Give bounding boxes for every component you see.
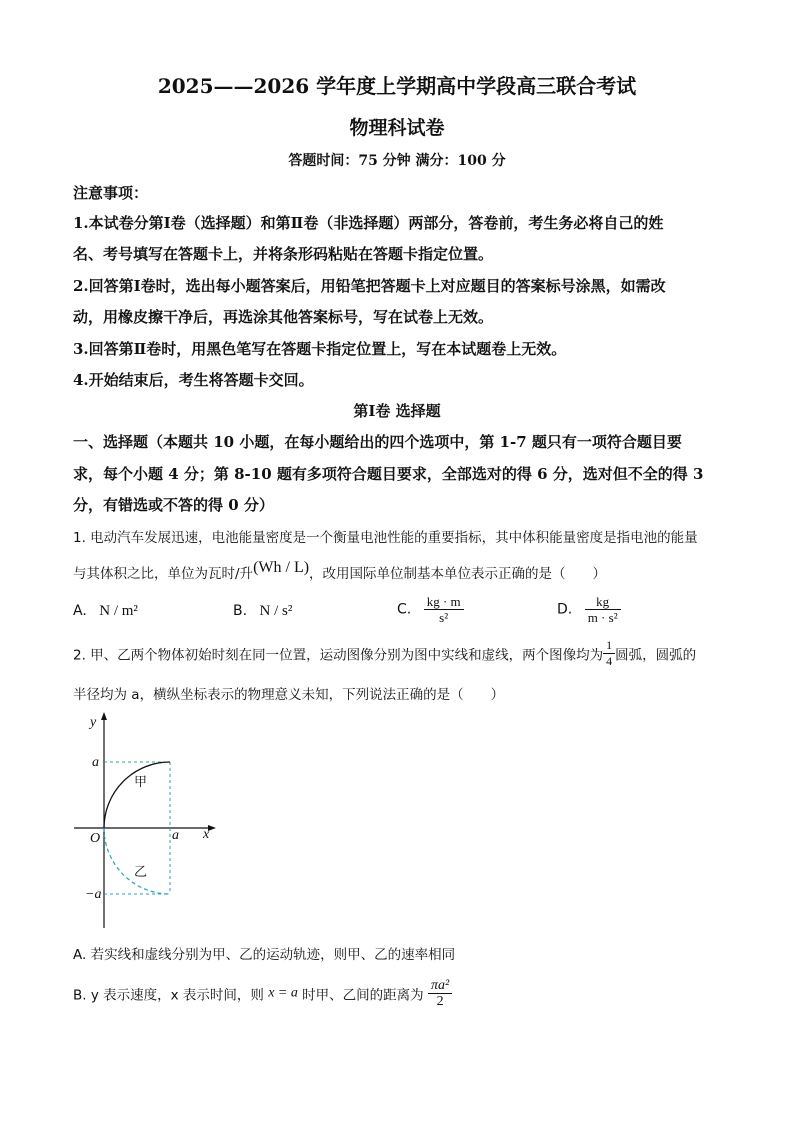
q1-option-b-text: N / s² <box>259 603 293 619</box>
exam-title: 2025——2026 学年度上学期高中学段高三联合考试 <box>157 74 637 98</box>
notice-item-3: 3.回答第Ⅱ卷时，用黑色笔写在答题卡指定位置上，写在本试题卷上无效。 <box>73 340 567 358</box>
q2-fraction-numerator: 1 <box>603 638 615 654</box>
q1-option-d-numerator: kg <box>585 594 621 610</box>
curve-jia <box>104 762 170 828</box>
q2-option-b-denominator: 2 <box>436 994 444 1009</box>
a-top-label: a <box>92 755 99 770</box>
q2-option-b-condition: x = a <box>268 985 298 1001</box>
subject-title: 物理科试卷 <box>349 117 445 139</box>
q2-option-a: A. 若实线和虚线分别为甲、乙的运动轨迹，则甲、乙的速率相同 <box>73 947 456 963</box>
q2-line-1-pre: 2. 甲、乙两个物体初始时刻在同一位置，运动图像分别为图中实线和虚线，两个图像均为 <box>73 647 604 664</box>
q1-line-2-pre: 与其体积之比，单位为瓦时/升 <box>73 566 254 582</box>
a-bottom-label: −a <box>85 887 102 902</box>
q2-quarter-fraction <box>603 638 615 669</box>
q1-option-d <box>557 594 621 625</box>
origin-label: O <box>90 831 101 846</box>
section-intro-line-2: 求，每个小题 4 分；第 8-10 题有多项符合题目要求，全部选对的得 6 分，选对但不全的得 3 <box>73 465 704 483</box>
q2-option-b-mid: 时甲、乙间的距离为 <box>302 987 424 1004</box>
curve-jia-label: 甲 <box>134 775 148 790</box>
q2-line-1-post: 圆弧，圆弧的 <box>615 647 697 664</box>
q1-option-c-label: C. <box>397 601 412 618</box>
q2-option-b <box>73 978 452 1009</box>
notice-item-4: 4.开始结束后，考生将答题卡交回。 <box>73 371 314 389</box>
q1-unit: (Wh / L) <box>253 559 310 576</box>
q2-option-b-numerator: πa² <box>428 978 452 994</box>
q1-line-2 <box>73 559 607 583</box>
notice-item-2-line-1: 2.回答第Ⅰ卷时，选出每小题答案后，用铅笔把答题卡上对应题目的答案标号涂黑，如需改 <box>73 277 666 295</box>
notice-item-1-line-1: 1.本试卷分第Ⅰ卷（选择题）和第Ⅱ卷（非选择题）两部分，答卷前，考生务必将自己的姓 <box>73 214 664 232</box>
q1-line-1: 1. 电动汽车发展迅速，电池能量密度是一个衡量电池性能的重要指标，其中体积能量密度是指电池的能量 <box>73 530 698 546</box>
time-info: 答题时间：75 分钟 满分：100 分 <box>288 153 506 169</box>
motion-graph <box>62 708 222 933</box>
q1-option-c <box>397 594 464 625</box>
y-label: y <box>90 715 97 730</box>
q1-option-c-denominator: s² <box>439 610 449 625</box>
q2-fraction-denominator: 4 <box>606 654 613 668</box>
q2-option-b-fraction <box>428 978 452 1009</box>
q1-option-b <box>233 603 292 620</box>
q2-line-1 <box>73 638 696 669</box>
q2-line-2: 半径均为 a，横纵坐标表示的物理意义未知，下列说法正确的是（ ） <box>73 687 505 703</box>
q1-option-d-denominator: m · s² <box>587 610 618 625</box>
notice-item-2-line-2: 动，用橡皮擦干净后，再选涂其他答案标号，写在试卷上无效。 <box>73 308 494 326</box>
notice-heading: 注意事项： <box>73 184 149 202</box>
section-intro-line-3: 分，有错选或不答的得 0 分） <box>73 496 274 514</box>
x-label: x <box>203 827 210 842</box>
part-title: 第Ⅰ卷 选择题 <box>353 402 441 420</box>
curve-yi-label: 乙 <box>134 865 148 880</box>
q1-option-a-label: A. <box>73 603 87 619</box>
q1-option-d-fraction <box>585 594 621 625</box>
q1-option-a <box>73 603 138 620</box>
q1-option-b-label: B. <box>233 603 248 619</box>
q1-option-d-label: D. <box>557 601 573 618</box>
q1-option-c-fraction <box>424 594 464 625</box>
notice-item-1-line-2: 名、考号填写在答题卡上，并将条形码粘贴在答题卡指定位置。 <box>73 245 494 263</box>
y-axis-arrow-icon <box>101 712 107 720</box>
curve-yi <box>104 828 170 894</box>
q1-option-a-text: N / m² <box>99 603 138 619</box>
a-right-label: a <box>172 828 179 843</box>
q2-option-b-pre: B. y 表示速度，x 表示时间，则 <box>73 987 264 1004</box>
q1-line-2-post: ，改用国际单位制基本单位表示正确的是（ ） <box>309 566 607 582</box>
section-intro-line-1: 一、选择题（本题共 10 小题，在每小题给出的四个选项中，第 1-7 题只有一项符合题目要 <box>73 433 682 451</box>
q1-option-c-numerator: kg · m <box>424 594 464 610</box>
